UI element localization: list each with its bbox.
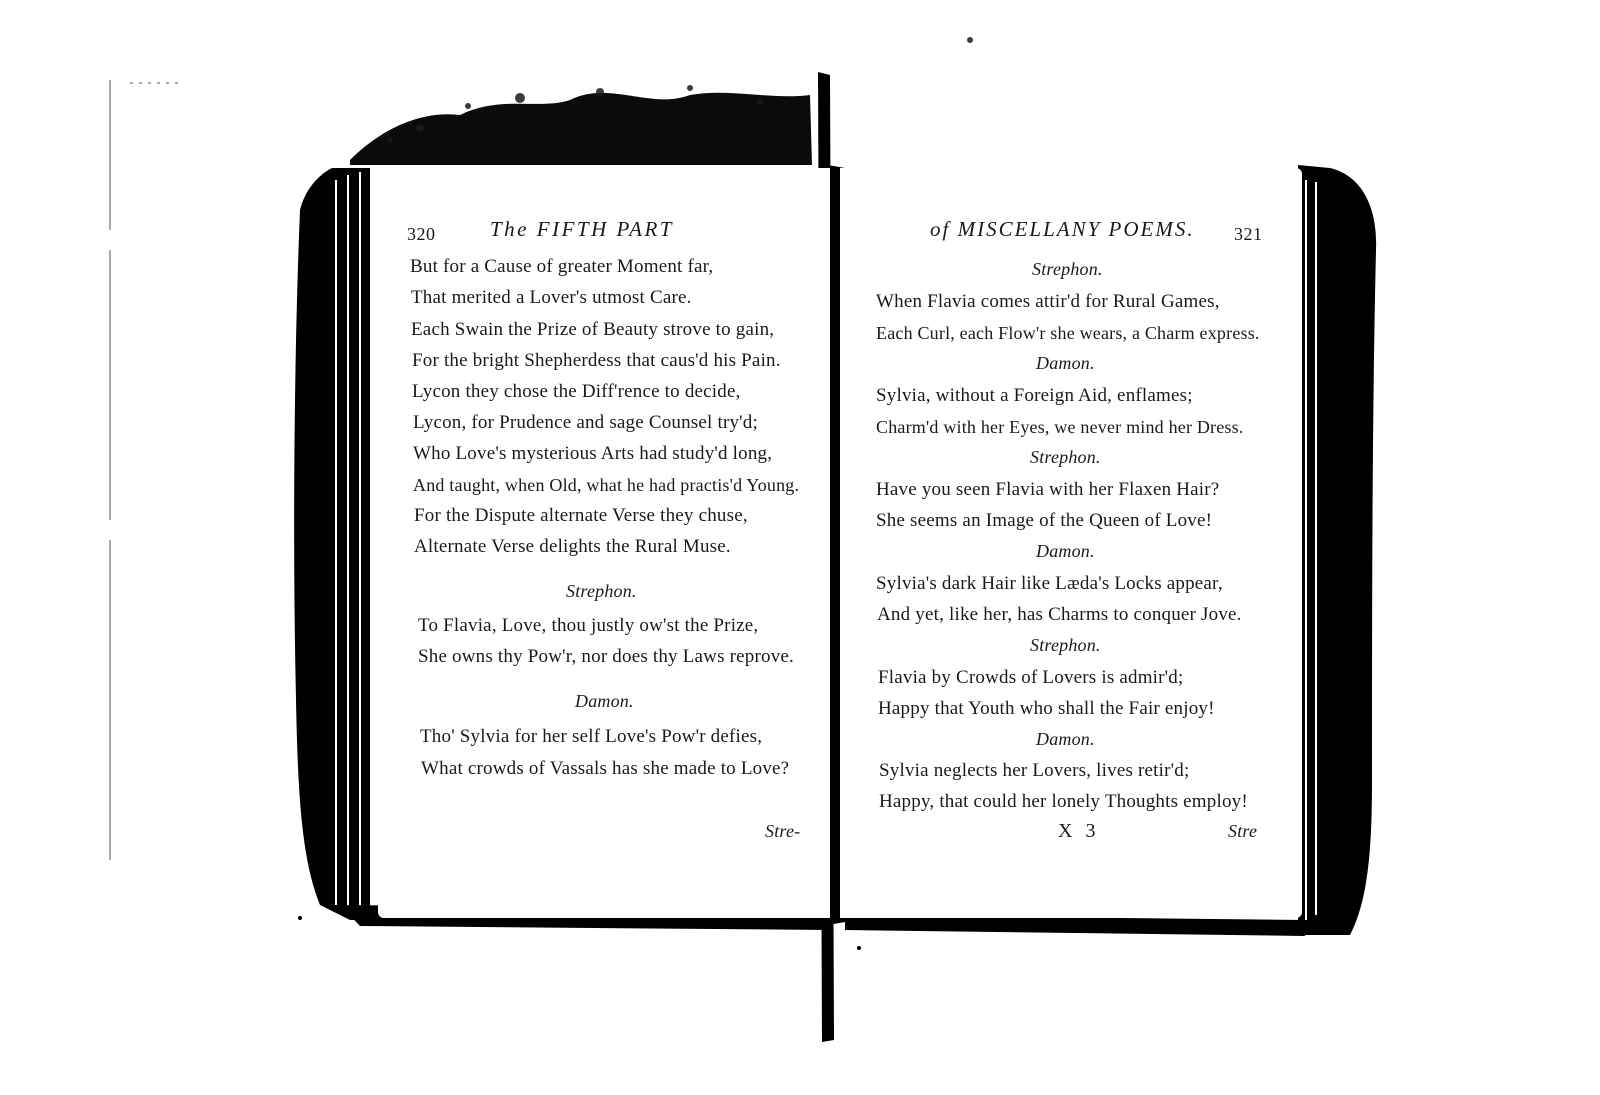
right-page-number: 321 bbox=[1234, 224, 1263, 244]
verse-line: What crowds of Vassals has she made to Love? bbox=[421, 758, 790, 779]
verse-line: Have you seen Flavia with her Flaxen Hair? bbox=[876, 479, 1220, 500]
verse-line: Tho' Sylvia for her self Love's Pow'r defies, bbox=[420, 726, 763, 747]
verse-line: Each Swain the Prize of Beauty strove to gain, bbox=[411, 319, 775, 340]
verse-line: Lycon, for Prudence and sage Counsel try'd; bbox=[413, 412, 758, 433]
verse-line: Each Curl, each Flow'r she wears, a Charm express. bbox=[876, 323, 1260, 343]
verse-line: Sylvia's dark Hair like Læda's Locks appear, bbox=[876, 573, 1223, 594]
verse-line: To Flavia, Love, thou justly ow'st the Prize, bbox=[418, 615, 759, 636]
left-page-number: 320 bbox=[407, 224, 436, 244]
verse-line: She owns thy Pow'r, nor does thy Laws reprove. bbox=[418, 646, 794, 667]
verse-line: Sylvia neglects her Lovers, lives retir'd; bbox=[879, 760, 1190, 781]
verse-line: Flavia by Crowds of Lovers is admir'd; bbox=[878, 667, 1184, 688]
verse-line: Happy that Youth who shall the Fair enjoy! bbox=[878, 698, 1215, 719]
signature-mark: X 3 bbox=[1058, 820, 1100, 842]
verse-line: Charm'd with her Eyes, we never mind her Dress. bbox=[876, 417, 1244, 437]
speaker-name: Strephon. bbox=[566, 581, 637, 601]
speaker-name: Damon. bbox=[1036, 353, 1095, 373]
verse-line: Lycon they chose the Diff'rence to decide, bbox=[412, 381, 741, 402]
verse-line: She seems an Image of the Queen of Love! bbox=[876, 510, 1213, 531]
right-bottom-edge bbox=[845, 915, 1305, 936]
verse-line: That merited a Lover's utmost Care. bbox=[411, 287, 692, 308]
verse-line: Alternate Verse delights the Rural Muse. bbox=[414, 536, 731, 557]
verse-line: Who Love's mysterious Arts had study'd long, bbox=[413, 443, 773, 464]
left-catchword: Stre- bbox=[765, 821, 801, 841]
verse-line: And taught, when Old, what he had practis'd Young. bbox=[413, 475, 800, 495]
speaker-name: Damon. bbox=[1036, 541, 1095, 561]
right-catchword: Stre bbox=[1228, 821, 1258, 841]
left-running-head: The FIFTH PART bbox=[490, 217, 674, 241]
right-cover bbox=[1298, 165, 1376, 935]
verse-line: For the Dispute alternate Verse they chuse, bbox=[414, 505, 748, 526]
speaker-name: Damon. bbox=[575, 691, 634, 711]
speaker-name: Strephon. bbox=[1030, 635, 1101, 655]
verse-line: For the bright Shepherdess that caus'd his Pain. bbox=[412, 350, 781, 371]
right-running-head: of MISCELLANY POEMS. bbox=[930, 217, 1195, 241]
verse-line: Sylvia, without a Foreign Aid, enflames; bbox=[876, 385, 1193, 406]
left-cover bbox=[294, 168, 370, 920]
speaker-name: Damon. bbox=[1036, 729, 1095, 749]
speaker-name: Strephon. bbox=[1032, 259, 1103, 279]
margin-marks bbox=[110, 80, 180, 860]
verse-line: When Flavia comes attir'd for Rural Games, bbox=[876, 291, 1220, 312]
verse-line: But for a Cause of greater Moment far, bbox=[410, 256, 714, 277]
verse-line: And yet, like her, has Charms to conquer Jove. bbox=[877, 604, 1242, 625]
speaker-name: Strephon. bbox=[1030, 447, 1101, 467]
verse-line: Happy, that could her lonely Thoughts employ! bbox=[879, 791, 1248, 812]
